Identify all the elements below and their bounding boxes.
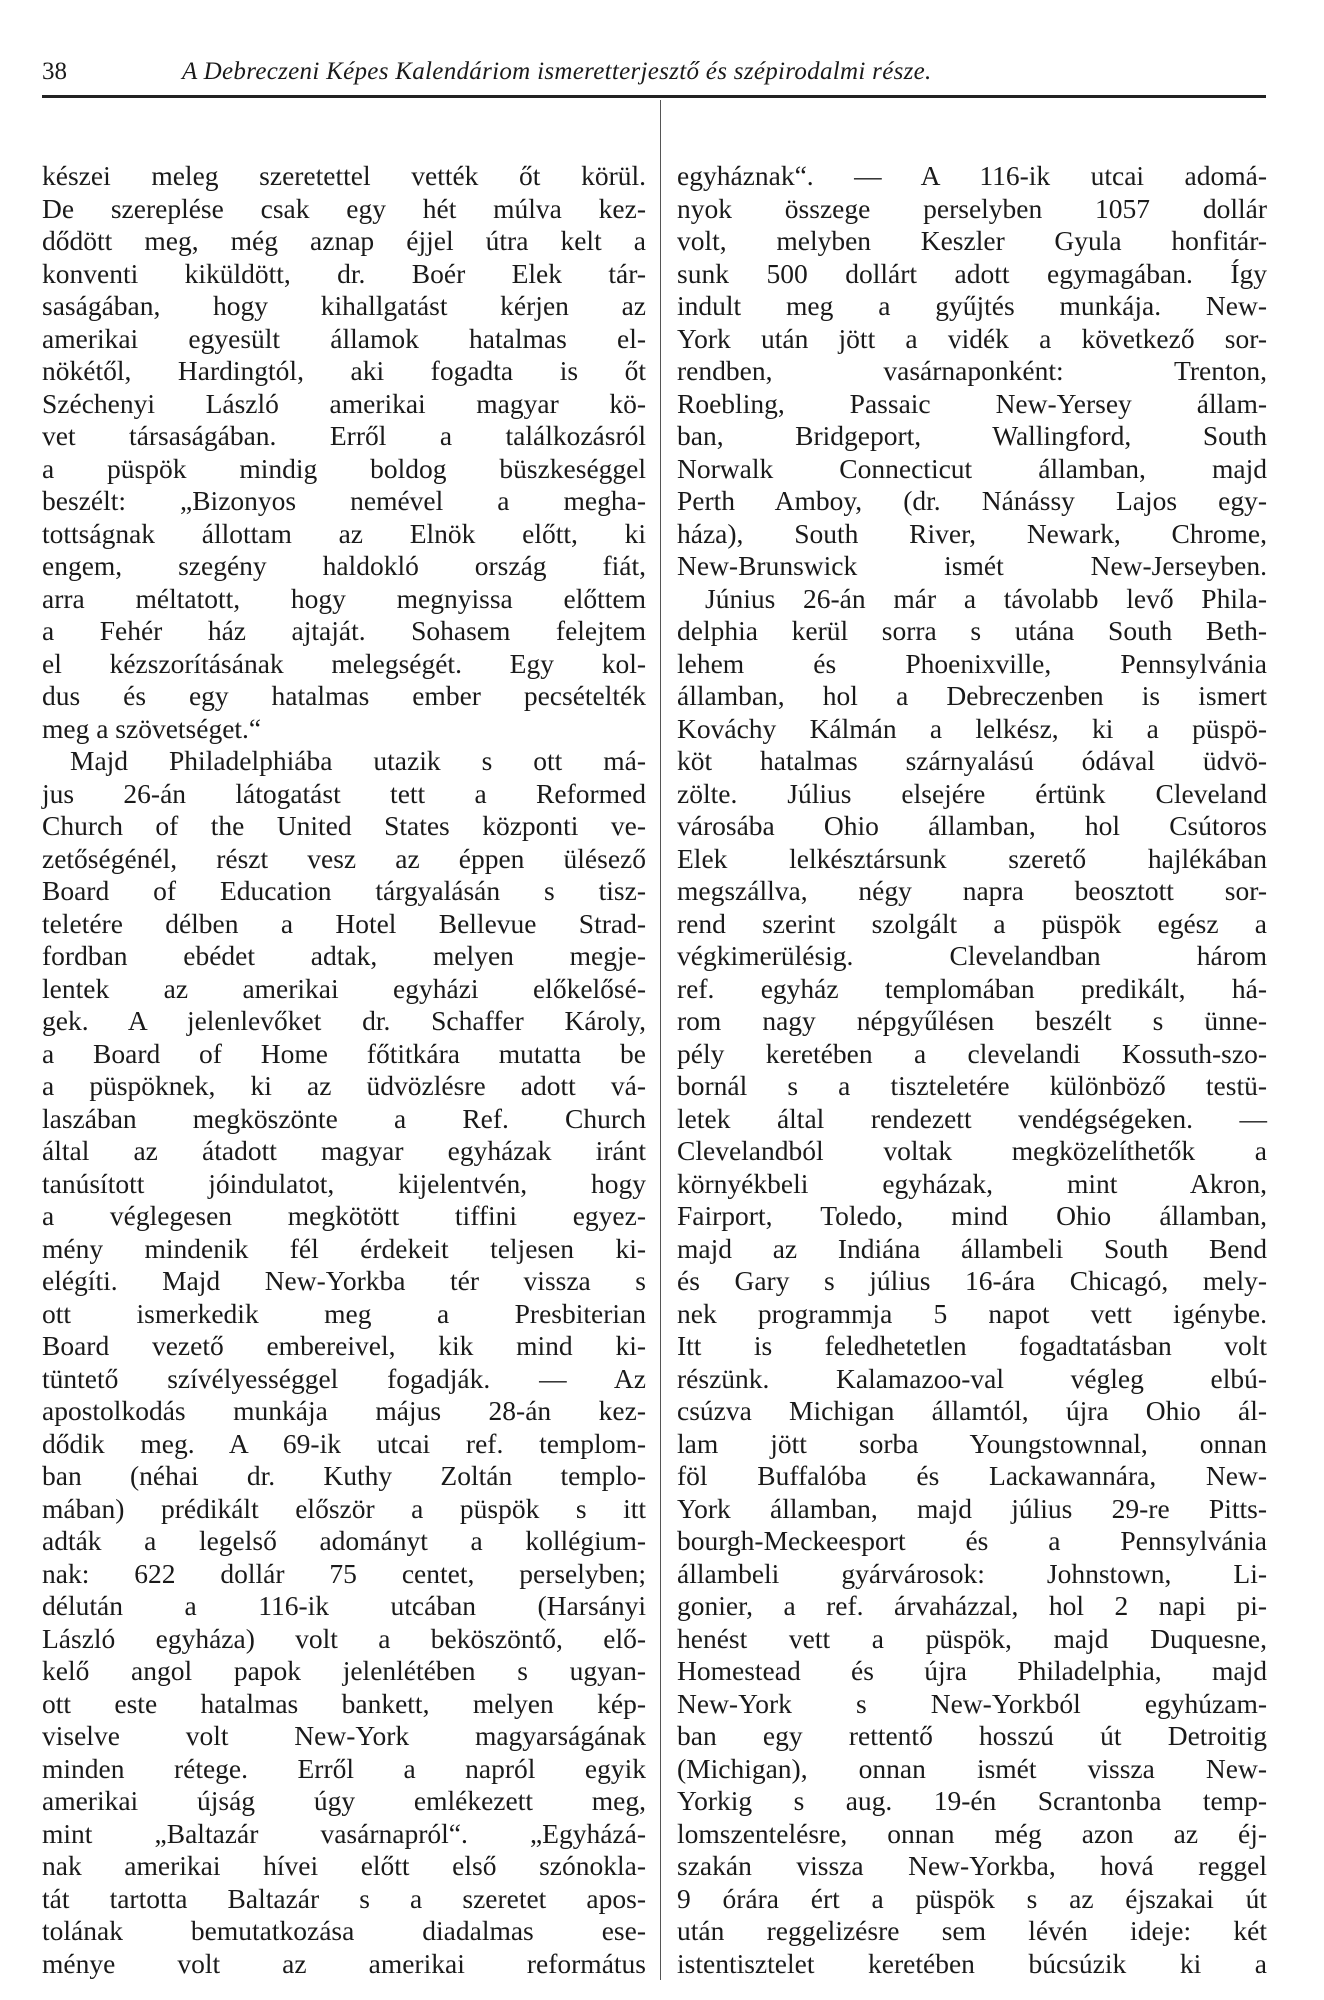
text-line: városába Ohio államban, hol Csútoros [677,810,1267,841]
text-line: Church of the United States központi ve- [42,810,646,841]
text-line: nak: 622 dollár 75 centet, perselyben; [42,1557,646,1589]
running-title: A Debreczeni Képes Kalendáriom ismeretterjesztő és szépirodalmi része. [182,58,932,85]
text-line: a véglegesen megkötött tiffini egyez- [42,1200,646,1231]
text-line: rend szerint szolgált a püspök egész a [677,907,1267,939]
text-line: állambeli gyárvárosok: Johnstown, Li- [677,1557,1267,1589]
text-line: amerikai újság úgy emlékezett meg, [42,1785,646,1816]
text-line: adták a legelső adományt a kollégium- [42,1525,646,1556]
text-line: viselve volt New-York magyarságának [42,1720,646,1751]
text-line: dődik meg. A 69-ik utcai ref. templom- [42,1427,646,1459]
text-line: zetőségénél, részt vesz az éppen ülésező [42,842,646,874]
text-line: részünk. Kalamazoo-val végleg elbú- [677,1362,1267,1394]
text-line: a Fehér ház ajtaját. Sohasem felejtem [42,615,646,646]
text-line: a püspöknek, ki az üdvözlésre adott vá- [42,1070,646,1101]
text-line: tolának bemutatkozása diadalmas ese- [42,1915,646,1946]
text-line: kelő angol papok jelenlétében s ugyan- [42,1655,646,1686]
text-line: lam jött sorba Youngstownnal, onnan [677,1427,1267,1459]
text-line: délután a 116-ik utcában (Harsányi [42,1590,646,1621]
text-line: Roebling, Passaic New-Yersey állam- [677,387,1267,419]
text-line: államban, hol a Debreczenben is ismert [677,680,1267,711]
text-line: Elek lelkésztársunk szerető hajlékában [677,842,1267,874]
text-line: el kézszorításának melegségét. Egy kol- [42,647,646,679]
text-line: volt, melyben Keszler Gyula honfitár- [677,225,1267,256]
text-line: engem, szegény haldokló ország fiát, [42,550,646,581]
right-text-column [677,160,1267,1980]
text-line: készei meleg szeretettel vették őt körül. [42,160,646,191]
text-line: Yorkig s aug. 19-én Scrantonba temp- [677,1785,1267,1816]
text-line: rendben, vasárnaponként: Trenton, [677,355,1267,386]
text-line: tüntető szívélyességgel fogadják. — Az [42,1362,646,1394]
text-line: egyháznak“. — A 116-ik utcai adomá- [677,160,1267,191]
text-line: László egyháza) volt a beköszöntő, elő- [42,1622,646,1654]
text-line: amerikai egyesült államok hatalmas el- [42,322,646,354]
text-line: majd az Indiána állambeli South Bend [677,1232,1267,1264]
text-line: után reggelizésre sem lévén ideje: két [677,1915,1267,1946]
text-line: konventi kiküldött, dr. Boér Elek tár- [42,257,646,289]
text-line: és Gary s július 16-ára Chicagó, mely- [677,1265,1267,1296]
text-line: környékbeli egyházak, mint Akron, [677,1167,1267,1199]
running-header [42,58,1266,92]
text-line: fordban ebédet adtak, melyen megje- [42,940,646,971]
text-line: Június 26-án már a távolabb levő Phila- [705,582,1267,614]
text-line: sunk 500 dollárt adott egymagában. Így [677,257,1267,289]
text-line: tanúsított jóindulatot, kijelentvén, hogy [42,1167,646,1199]
text-line: York után jött a vidék a következő sor- [677,322,1267,354]
text-line: Széchenyi László amerikai magyar kö- [42,387,646,419]
text-line: csúzva Michigan államtól, újra Ohio ál- [677,1395,1267,1426]
text-line: föl Buffalóba és Lackawannára, New- [677,1460,1267,1491]
text-line: dődött meg, még aznap éjjel útra kelt a [42,225,646,256]
text-line: ban, Bridgeport, Wallingford, South [677,420,1267,451]
text-line: végkimerülésig. Clevelandban három [677,940,1267,971]
text-line: 9 órára ért a püspök s az éjszakai út [677,1882,1267,1914]
text-line: megszállva, négy napra beosztott sor- [677,875,1267,906]
text-line: nökétől, Hardingtól, aki fogadta is őt [42,355,646,386]
text-line: henést vett a püspök, majd Duquesne, [677,1622,1267,1654]
text-line: a Board of Home főtitkára mutatta be [42,1037,646,1069]
text-line: New-York s New-Yorkból egyhúzam- [677,1687,1267,1719]
text-line: dus és egy hatalmas ember pecsételték [42,680,646,711]
header-rule [42,95,1266,98]
text-line: nek programmja 5 napot vett igénybe. [677,1297,1267,1329]
text-line: által az átadott magyar egyházak iránt [42,1135,646,1166]
text-line: pély keretében a clevelandi Kossuth-szo- [677,1037,1267,1069]
text-line: istentisztelet keretében búcsúzik ki a [677,1947,1267,1979]
text-line: mény mindenik fél érdekeit teljesen ki- [42,1232,646,1264]
text-line: bourgh-Meckeesport és a Pennsylvánia [677,1525,1267,1556]
text-line: lehem és Phoenixville, Pennsylvánia [677,647,1267,679]
text-line: köt hatalmas szárnyalású ódával üdvö- [677,745,1267,776]
left-text-column [42,160,646,1980]
text-line: ott ismerkedik meg a Presbiterian [42,1297,646,1329]
text-line: tát tartotta Baltazár s a szeretet apos- [42,1882,646,1914]
text-line: ban egy rettentő hosszú út Detroitig [677,1720,1267,1751]
text-line: Board of Education tárgyalásán s tisz- [42,875,646,906]
text-line: szakán vissza New-Yorkba, hová reggel [677,1850,1267,1881]
text-line: mában) prédikált először a püspök s itt [42,1492,646,1524]
text-line: laszában megköszönte a Ref. Church [42,1102,646,1134]
text-line: nyok összege perselyben 1057 dollár [677,192,1267,224]
text-line: Homestead és újra Philadelphia, majd [677,1655,1267,1686]
text-line: Board vezető embereivel, kik mind ki- [42,1330,646,1361]
text-line: De szereplése csak egy hét múlva kez- [42,192,646,224]
text-line: Majd Philadelphiába utazik s ott má- [70,745,646,776]
text-line: gek. A jelenlevőket dr. Schaffer Károly, [42,1005,646,1036]
text-line: a püspök mindig boldog büszkeséggel [42,452,646,484]
text-line: jus 26-án látogatást tett a Reformed [42,777,646,809]
text-line: elégíti. Majd New-Yorkba tér vissza s [42,1265,646,1296]
text-line: delphia kerül sorra s utána South Beth- [677,615,1267,646]
text-line: gonier, a ref. árvaházzal, hol 2 napi pi- [677,1590,1267,1621]
text-line: Itt is feledhetetlen fogadtatásban volt [677,1330,1267,1361]
text-line: vet társaságában. Erről a találkozásról [42,420,646,451]
text-line: nak amerikai hívei előtt első szónokla- [42,1850,646,1881]
text-line: ménye volt az amerikai református [42,1947,646,1979]
text-line: lomszentelésre, onnan még azon az éj- [677,1817,1267,1849]
text-line: tottságnak állottam az Elnök előtt, ki [42,517,646,549]
text-line: mint „Baltazár vasárnapról“. „Egyházá- [42,1817,646,1849]
text-line: ott este hatalmas bankett, melyen kép- [42,1687,646,1719]
text-line: Kováchy Kálmán a lelkész, ki a püspö- [677,712,1267,744]
text-line: saságában, hogy kihallgatást kérjen az [42,290,646,321]
text-line: Perth Amboy, (dr. Nánássy Lajos egy- [677,485,1267,516]
text-line: zölte. Július elsejére értünk Cleveland [677,777,1267,809]
text-line: (Michigan), onnan ismét vissza New- [677,1752,1267,1784]
text-line: indult meg a gyűjtés munkája. New- [677,290,1267,321]
text-line: ref. egyház templomában predikált, há- [677,972,1267,1004]
text-line: letek által rendezett vendégségeken. — [677,1102,1267,1134]
text-line: lentek az amerikai egyházi előkelősé- [42,972,646,1004]
text-line: Fairport, Toledo, mind Ohio államban, [677,1200,1267,1231]
text-line: háza), South River, Newark, Chrome, [677,517,1267,549]
column-divider [660,100,661,1980]
text-line: Norwalk Connecticut államban, majd [677,452,1267,484]
text-line: arra méltatott, hogy megnyissa előttem [42,582,646,614]
text-line: beszélt: „Bizonyos nemével a megha- [42,485,646,516]
page-number: 38 [42,58,67,85]
text-line: rom nagy népgyűlésen beszélt s ünne- [677,1005,1267,1036]
text-line: apostolkodás munkája május 28-án kez- [42,1395,646,1426]
text-line: meg a szövetséget.“ [42,712,262,744]
text-line: ban (néhai dr. Kuthy Zoltán templo- [42,1460,646,1491]
text-line: minden rétege. Erről a napról egyik [42,1752,646,1784]
text-line: teletére délben a Hotel Bellevue Strad- [42,907,646,939]
text-line: bornál s a tiszteletére különböző testü- [677,1070,1267,1101]
text-line: New-Brunswick ismét New-Jerseyben. [677,550,1267,581]
text-line: Clevelandból voltak megközelíthetők a [677,1135,1267,1166]
text-line: York államban, majd július 29-re Pitts- [677,1492,1267,1524]
